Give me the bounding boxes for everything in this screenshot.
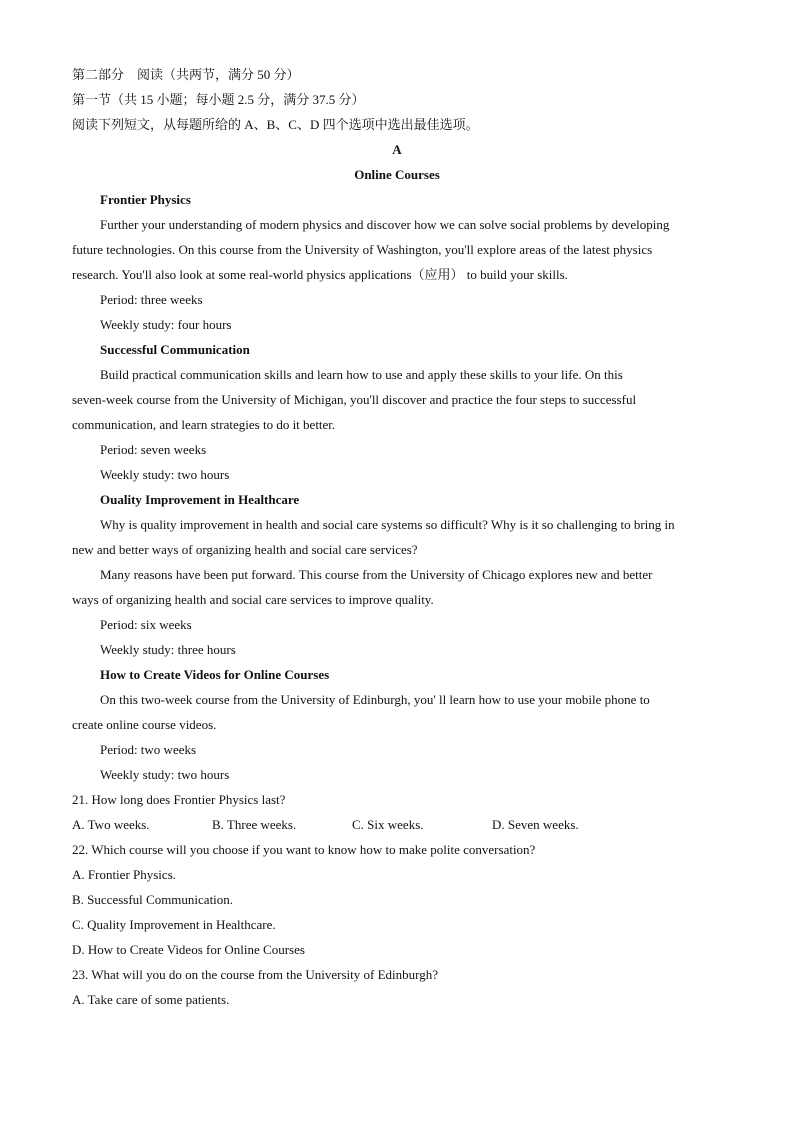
course-title: How to Create Videos for Online Courses (100, 667, 330, 682)
option-c: C. Quality Improvement in Healthcare. (72, 917, 276, 932)
question-stem: 23. What will you do on the course from the University of Edinburgh? (72, 967, 438, 982)
section-heading: 第一节（共 15 小题；每小题 2.5 分，满分 37.5 分） (72, 92, 365, 107)
course-desc-line: communication, and learn strategies to do it better. (72, 417, 336, 432)
question-22 (72, 837, 722, 962)
passage-letter: A (392, 142, 402, 157)
course-quality-improvement (72, 487, 722, 662)
instruction-text: 阅读下列短文，从每题所给的 A、B、C、D 四个选项中选出最佳选项。 (72, 117, 479, 132)
course-frontier-physics (72, 187, 722, 337)
question-21 (72, 787, 722, 837)
course-period: Period: seven weeks (100, 442, 207, 457)
course-weekly-study: Weekly study: two hours (100, 767, 230, 782)
course-create-videos (72, 662, 722, 787)
option-b: B. Three weeks. (212, 817, 297, 832)
course-desc-line: On this two-week course from the University of Edinburgh, you' ll learn how to use your mobile phone to (100, 692, 650, 707)
exam-page (72, 62, 722, 1012)
course-period: Period: two weeks (100, 742, 197, 757)
course-desc-line: Build practical communication skills and learn how to use and apply these skills to your life. On this (100, 367, 623, 382)
course-weekly-study: Weekly study: four hours (100, 317, 232, 332)
option-d: D. How to Create Videos for Online Courses (72, 942, 305, 957)
option-c: C. Six weeks. (352, 817, 424, 832)
option-a: A. Two weeks. (72, 817, 150, 832)
course-desc-line: seven-week course from the University of Michigan, you'll discover and practice the four steps to successful (72, 392, 637, 407)
course-desc-line: Many reasons have been put forward. This course from the University of Chicago explores new and better (100, 567, 653, 582)
course-desc-line: research. You'll also look at some real-world physics applications（应用） to build your skills. (72, 267, 568, 282)
question-stem: 21. How long does Frontier Physics last? (72, 792, 286, 807)
question-options (72, 812, 722, 837)
course-desc-line: Further your understanding of modern physics and discover how we can solve social problems by developing (100, 217, 670, 232)
course-desc-line: future technologies. On this course from the University of Washington, you'll explore areas of the latest physics (72, 242, 653, 257)
question-stem: 22. Which course will you choose if you want to know how to make polite conversation? (72, 842, 536, 857)
course-title: Successful Communication (100, 342, 250, 357)
option-a: A. Frontier Physics. (72, 867, 176, 882)
question-23 (72, 962, 722, 1012)
course-period: Period: six weeks (100, 617, 192, 632)
passage-title: Online Courses (354, 167, 440, 182)
option-b: B. Successful Communication. (72, 892, 234, 907)
course-weekly-study: Weekly study: two hours (100, 467, 230, 482)
course-title: Frontier Physics (100, 192, 191, 207)
course-desc-line: create online course videos. (72, 717, 217, 732)
course-desc-line: ways of organizing health and social care services to improve quality. (72, 592, 434, 607)
course-title: Ouality Improvement in Healthcare (100, 492, 300, 507)
course-desc-line: new and better ways of organizing health and social care services? (72, 542, 418, 557)
course-weekly-study: Weekly study: three hours (100, 642, 236, 657)
course-desc-line: Why is quality improvement in health and social care systems so difficult? Why is it so challenging to bring in (100, 517, 675, 532)
course-successful-communication (72, 337, 722, 487)
option-a: A. Take care of some patients. (72, 992, 230, 1007)
course-period: Period: three weeks (100, 292, 203, 307)
option-d: D. Seven weeks. (492, 817, 579, 832)
part-heading: 第二部分 阅读（共两节，满分 50 分） (72, 67, 300, 82)
